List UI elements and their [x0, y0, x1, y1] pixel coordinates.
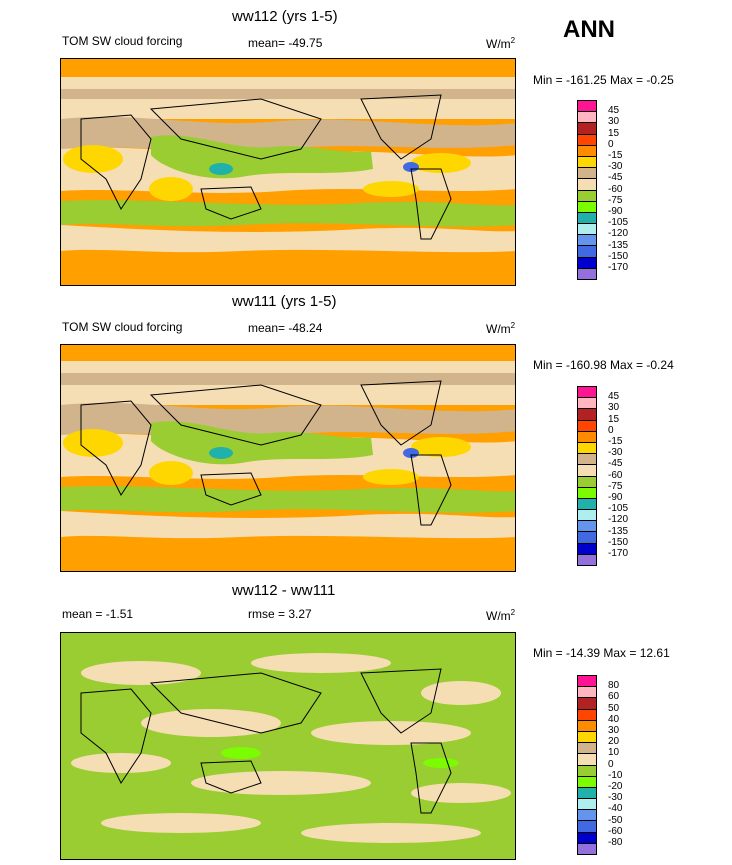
panel-2-map [60, 344, 516, 572]
colorbar-tick-label: 0 [608, 758, 614, 770]
colorbar-tick-label: -40 [608, 803, 623, 815]
colorbar-tick-label: -30 [608, 447, 623, 459]
colorbar-tick-label: -105 [608, 217, 629, 229]
colorbar-tick-label: -135 [608, 525, 629, 537]
colorbar-tick-label: -60 [608, 183, 623, 195]
colorbar-tick-label: 45 [608, 105, 620, 117]
colorbar-tick-label: -170 [608, 262, 629, 273]
panel-2-variable-label: TOM SW cloud forcing [62, 320, 183, 334]
colorbar-tick-label: 15 [608, 413, 620, 425]
colorbar-tick-label: -15 [608, 150, 623, 161]
panel-1-variable-label: TOM SW cloud forcing [62, 34, 183, 48]
colorbar-tick-label: 45 [608, 391, 620, 403]
panel-1-mean-label: mean= -49.75 [248, 36, 323, 50]
panel-2-title: ww111 (yrs 1-5) [232, 293, 337, 310]
colorbar-tick-label: -60 [608, 825, 623, 837]
panel-1-map [60, 58, 516, 286]
colorbar-tick-label: -90 [608, 206, 623, 217]
colorbar-tick-label: -150 [608, 536, 629, 548]
panel-1-colorbar [577, 100, 597, 280]
panel-3-units: $W/m^2$ [486, 608, 516, 623]
colorbar-tick-label: -105 [608, 503, 629, 515]
colorbar-tick-label: -30 [608, 161, 623, 173]
colorbar-swatch [577, 843, 597, 855]
panel-3-map [60, 632, 516, 860]
colorbar-tick-label: 20 [608, 736, 620, 748]
colorbar-tick-label: -45 [608, 458, 623, 470]
colorbar-tick-label: -150 [608, 250, 629, 262]
colorbar-tick-label: -80 [608, 837, 623, 848]
colorbar-tick-label: 60 [608, 691, 620, 703]
colorbar-tick-label: -10 [608, 769, 623, 781]
panel-3-minmax: Min = -14.39 Max = 12.61 [533, 646, 670, 660]
colorbar-tick-label: 30 [608, 725, 620, 736]
colorbar-swatch [577, 554, 597, 566]
season-label: ANN [563, 16, 615, 43]
panel-2-minmax: Min = -160.98 Max = -0.24 [533, 358, 674, 372]
colorbar-tick-label: -170 [608, 548, 629, 559]
colorbar-tick-label: -60 [608, 469, 623, 481]
colorbar-tick-label: -75 [608, 480, 623, 492]
colorbar-tick-label: 0 [608, 424, 614, 436]
panel-2-units: $W/m^2$ [486, 321, 516, 336]
panel-3-mean-label: mean = -1.51 [62, 607, 134, 621]
panel-1-title: ww112 (yrs 1-5) [232, 8, 338, 25]
colorbar-tick-label: -120 [608, 228, 629, 240]
colorbar-tick-label: -75 [608, 194, 623, 206]
colorbar-tick-label: 80 [608, 680, 620, 692]
colorbar-tick-label: 30 [608, 116, 620, 128]
colorbar-tick-label: -135 [608, 239, 629, 251]
colorbar-tick-label: 40 [608, 713, 620, 725]
colorbar-tick-label: -20 [608, 781, 623, 792]
colorbar-tick-label: -30 [608, 792, 623, 804]
colorbar-tick-label: 50 [608, 702, 620, 714]
panel-3-rmse-label: rmse = 3.27 [248, 607, 312, 621]
colorbar-tick-label: 30 [608, 402, 620, 414]
panel-1-units: $W/m^2$ [486, 36, 516, 51]
colorbar-swatch [577, 268, 597, 280]
panel-2-mean-label: mean= -48.24 [248, 321, 323, 335]
colorbar-tick-label: -50 [608, 814, 623, 826]
colorbar-tick-label: 15 [608, 127, 620, 139]
panel-3-title: ww112 - ww111 [232, 582, 336, 599]
colorbar-tick-label: -15 [608, 436, 623, 447]
panel-3-colorbar [577, 675, 597, 855]
colorbar-tick-label: 10 [608, 747, 620, 759]
colorbar-tick-label: -120 [608, 514, 629, 526]
colorbar-tick-label: 0 [608, 138, 614, 150]
colorbar-tick-label: -45 [608, 172, 623, 184]
panel-1-minmax: Min = -161.25 Max = -0.25 [533, 73, 674, 87]
panel-2-colorbar [577, 386, 597, 566]
colorbar-tick-label: -90 [608, 492, 623, 503]
